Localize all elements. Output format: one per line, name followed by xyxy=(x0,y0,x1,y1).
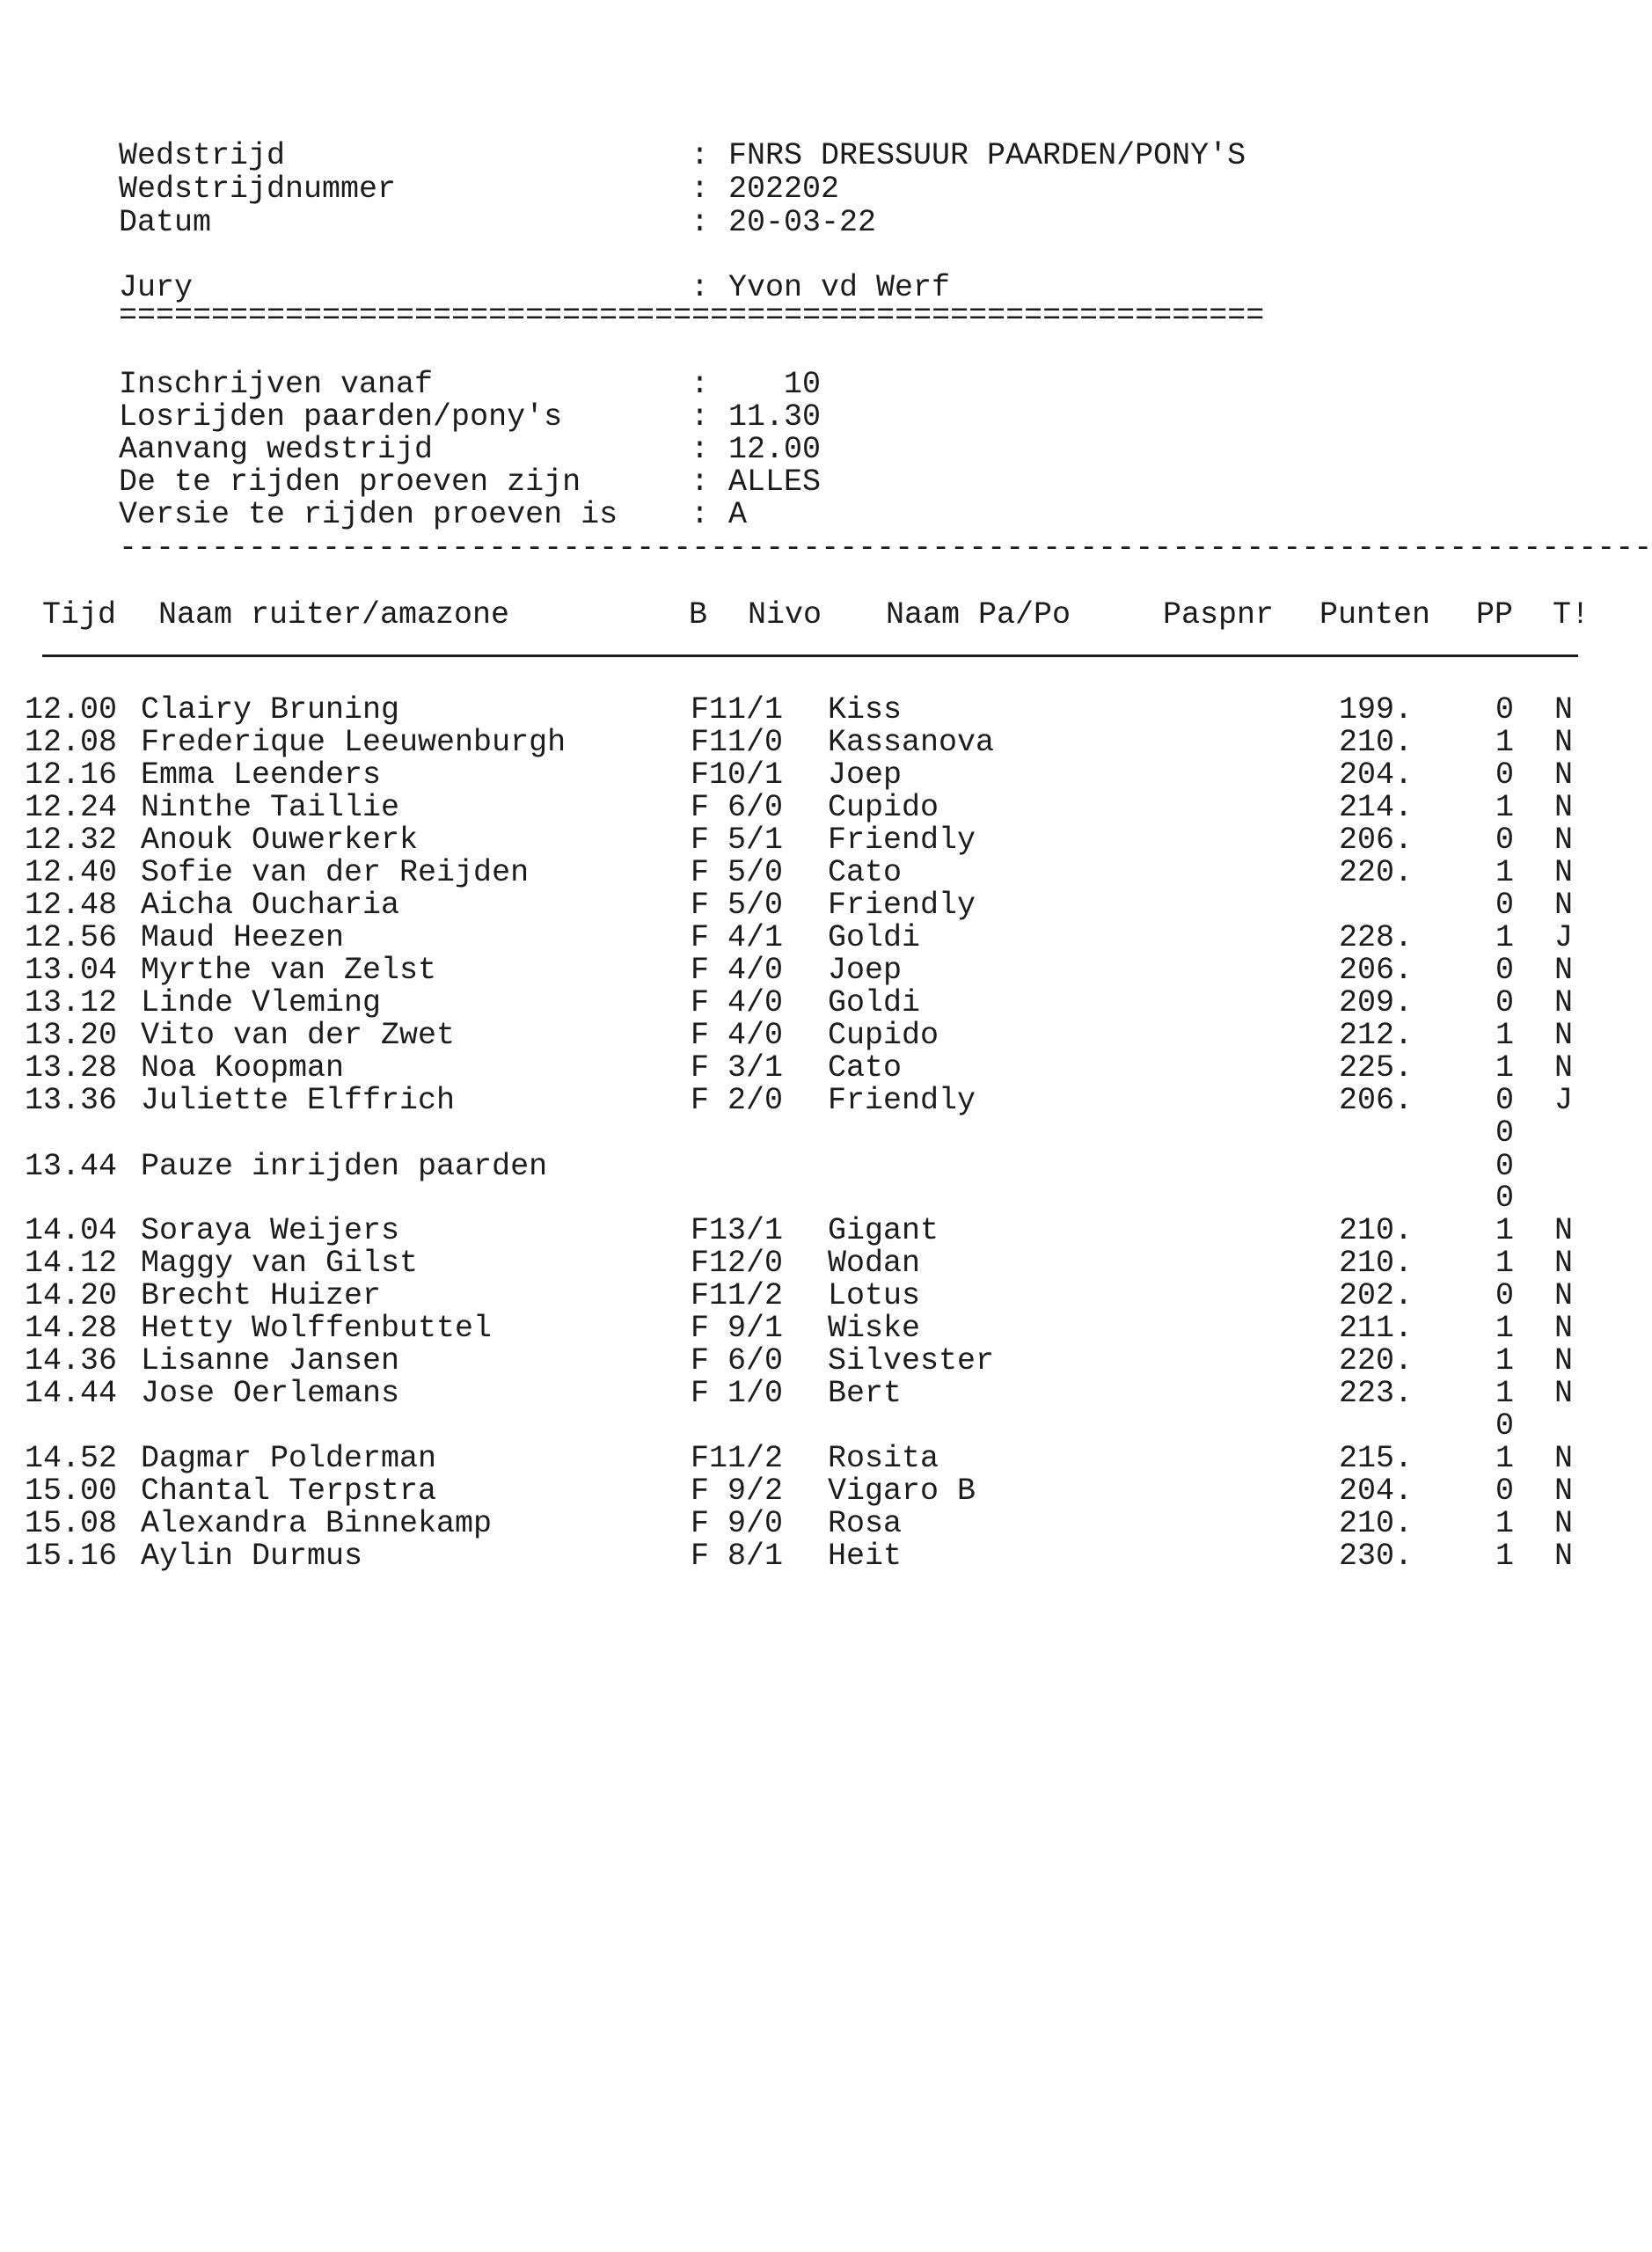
col-nivo: Nivo xyxy=(748,597,822,632)
cell-naam: Vito van der Zwet xyxy=(141,1018,456,1053)
cell-nivo: F11/2 xyxy=(691,1278,784,1313)
cell-nivo: F 9/1 xyxy=(691,1311,784,1346)
header-label: Jury xyxy=(119,270,194,305)
cell-naam: Frederique Leeuwenburgh xyxy=(141,725,567,760)
cell-tijd: 13.28 xyxy=(25,1050,118,1086)
col-punten: Punten xyxy=(1319,597,1431,632)
header-value: Yvon vd Werf xyxy=(728,270,951,305)
cell-tijd: 13.04 xyxy=(25,953,118,988)
cell-pp: 1 xyxy=(1495,1050,1515,1086)
col-naam: Naam ruiter/amazone xyxy=(158,597,510,632)
cell-nivo: F 5/0 xyxy=(691,855,784,890)
header-value: 202202 xyxy=(728,172,840,207)
cell-tijd: 15.00 xyxy=(25,1473,118,1509)
cell-punten: 206. xyxy=(1339,1083,1414,1118)
cell-t: N xyxy=(1554,725,1574,760)
cell-punten: 204. xyxy=(1339,757,1414,793)
cell-nivo: F 1/0 xyxy=(691,1376,784,1411)
cell-paard: Wiske xyxy=(828,1311,921,1346)
cell-t: N xyxy=(1554,1050,1574,1086)
cell-nivo: F11/2 xyxy=(691,1441,784,1476)
cell-naam: Anouk Ouwerkerk xyxy=(141,823,419,858)
info-colon: : xyxy=(691,464,710,500)
cell-naam: Emma Leenders xyxy=(141,757,382,793)
cell-naam: Hetty Wolffenbuttel xyxy=(141,1311,493,1346)
cell-nivo: F12/0 xyxy=(691,1246,784,1281)
cell-pp: 0 xyxy=(1495,985,1515,1020)
header-colon: : xyxy=(691,172,710,207)
info-colon: : xyxy=(691,432,710,467)
cell-paard: Joep xyxy=(828,757,903,793)
cell-nivo: F 4/0 xyxy=(691,985,784,1020)
cell-tijd: 14.52 xyxy=(25,1441,118,1476)
cell-naam: Pauze inrijden paarden xyxy=(141,1149,548,1184)
cell-t: N xyxy=(1554,692,1574,728)
cell-pp: 0 xyxy=(1495,1181,1515,1216)
info-label: Inschrijven vanaf xyxy=(119,367,434,402)
cell-paard: Bert xyxy=(828,1376,903,1411)
cell-naam: Linde Vleming xyxy=(141,985,382,1020)
cell-punten: 210. xyxy=(1339,725,1414,760)
header-value: 20-03-22 xyxy=(728,205,877,240)
cell-t: N xyxy=(1554,1441,1574,1476)
cell-paard: Cato xyxy=(828,1050,903,1086)
cell-tijd: 14.44 xyxy=(25,1376,118,1411)
cell-paard: Wodan xyxy=(828,1246,921,1281)
cell-punten: 214. xyxy=(1339,790,1414,825)
cell-naam: Soraya Weijers xyxy=(141,1213,400,1248)
cell-pp: 1 xyxy=(1495,1311,1515,1346)
cell-naam: Clairy Bruning xyxy=(141,692,400,728)
cell-naam: Lisanne Jansen xyxy=(141,1343,400,1378)
cell-tijd: 13.12 xyxy=(25,985,118,1020)
cell-tijd: 15.08 xyxy=(25,1506,118,1541)
cell-punten: 223. xyxy=(1339,1376,1414,1411)
cell-tijd: 12.56 xyxy=(25,920,118,955)
cell-paard: Kiss xyxy=(828,692,903,728)
cell-tijd: 12.08 xyxy=(25,725,118,760)
cell-nivo: F 5/0 xyxy=(691,888,784,923)
cell-paard: Kassanova xyxy=(828,725,995,760)
cell-t: N xyxy=(1554,1376,1574,1411)
cell-t: N xyxy=(1554,1278,1574,1313)
cell-tijd: 15.16 xyxy=(25,1539,118,1574)
cell-pp: 1 xyxy=(1495,855,1515,890)
cell-t: N xyxy=(1554,823,1574,858)
cell-punten: 225. xyxy=(1339,1050,1414,1086)
cell-pp: 1 xyxy=(1495,1018,1515,1053)
cell-pp: 1 xyxy=(1495,1376,1515,1411)
col-tijd: Tijd xyxy=(42,597,117,632)
cell-nivo: F 4/0 xyxy=(691,953,784,988)
cell-pp: 1 xyxy=(1495,1441,1515,1476)
cell-pp: 0 xyxy=(1495,1278,1515,1313)
cell-pp: 1 xyxy=(1495,1539,1515,1574)
cell-pp: 0 xyxy=(1495,823,1515,858)
cell-punten: 210. xyxy=(1339,1246,1414,1281)
cell-naam: Noa Koopman xyxy=(141,1050,345,1086)
cell-punten: 228. xyxy=(1339,920,1414,955)
info-label: De te rijden proeven zijn xyxy=(119,464,581,500)
cell-tijd: 13.36 xyxy=(25,1083,118,1118)
cell-paard: Goldi xyxy=(828,985,921,1020)
cell-nivo: F 3/1 xyxy=(691,1050,784,1086)
cell-naam: Ninthe Taillie xyxy=(141,790,400,825)
cell-nivo: F 2/0 xyxy=(691,1083,784,1118)
cell-tijd: 12.48 xyxy=(25,888,118,923)
cell-pp: 1 xyxy=(1495,1343,1515,1378)
info-value: ALLES xyxy=(728,464,822,500)
cell-naam: Dagmar Polderman xyxy=(141,1441,437,1476)
cell-tijd: 14.12 xyxy=(25,1246,118,1281)
cell-t: N xyxy=(1554,1506,1574,1541)
cell-naam: Aylin Durmus xyxy=(141,1539,363,1574)
header-value: FNRS DRESSUUR PAARDEN/PONY'S xyxy=(728,138,1246,173)
cell-nivo: F 9/0 xyxy=(691,1506,784,1541)
cell-pp: 0 xyxy=(1495,757,1515,793)
cell-paard: Goldi xyxy=(828,920,921,955)
header-colon: : xyxy=(691,138,710,173)
cell-punten: 210. xyxy=(1339,1213,1414,1248)
info-value: A xyxy=(728,497,748,532)
cell-punten: 212. xyxy=(1339,1018,1414,1053)
cell-t: N xyxy=(1554,855,1574,890)
cell-t: N xyxy=(1554,1343,1574,1378)
info-colon: : xyxy=(691,367,710,402)
cell-t: N xyxy=(1554,1018,1574,1053)
cell-pp: 0 xyxy=(1495,1473,1515,1509)
col-pp: PP xyxy=(1476,597,1514,632)
cell-punten: 206. xyxy=(1339,823,1414,858)
cell-paard: Cato xyxy=(828,855,903,890)
cell-pp: 1 xyxy=(1495,1506,1515,1541)
header-label: Wedstrijdnummer xyxy=(119,172,397,207)
header-label: Datum xyxy=(119,205,212,240)
cell-t: N xyxy=(1554,985,1574,1020)
cell-tijd: 12.32 xyxy=(25,823,118,858)
cell-pp: 1 xyxy=(1495,920,1515,955)
info-colon: : xyxy=(691,399,710,435)
cell-tijd: 12.40 xyxy=(25,855,118,890)
cell-t: J xyxy=(1554,1083,1574,1118)
header-colon: : xyxy=(691,205,710,240)
cell-paard: Vigaro B xyxy=(828,1473,976,1509)
cell-punten: 202. xyxy=(1339,1278,1414,1313)
cell-tijd: 13.20 xyxy=(25,1018,118,1053)
cell-naam: Juliette Elffrich xyxy=(141,1083,456,1118)
cell-paard: Gigant xyxy=(828,1213,939,1248)
cell-tijd: 13.44 xyxy=(25,1149,118,1184)
cell-nivo: F 9/2 xyxy=(691,1473,784,1509)
cell-paard: Lotus xyxy=(828,1278,921,1313)
cell-nivo: F13/1 xyxy=(691,1213,784,1248)
cell-pp: 0 xyxy=(1495,1149,1515,1184)
cell-nivo: F11/0 xyxy=(691,725,784,760)
cell-naam: Myrthe van Zelst xyxy=(141,953,437,988)
cell-punten: 199. xyxy=(1339,692,1414,728)
cell-naam: Alexandra Binnekamp xyxy=(141,1506,493,1541)
cell-pp: 0 xyxy=(1495,953,1515,988)
cell-pp: 0 xyxy=(1495,692,1515,728)
cell-t: N xyxy=(1554,1311,1574,1346)
cell-t: N xyxy=(1554,953,1574,988)
cell-naam: Sofie van der Reijden xyxy=(141,855,530,890)
cell-naam: Brecht Huizer xyxy=(141,1278,382,1313)
cell-paard: Joep xyxy=(828,953,903,988)
cell-nivo: F10/1 xyxy=(691,757,784,793)
cell-t: N xyxy=(1554,790,1574,825)
cell-punten: 204. xyxy=(1339,1473,1414,1509)
cell-paard: Friendly xyxy=(828,1083,976,1118)
cell-t: J xyxy=(1554,920,1574,955)
cell-punten: 220. xyxy=(1339,1343,1414,1378)
cell-naam: Chantal Terpstra xyxy=(141,1473,437,1509)
cell-punten: 230. xyxy=(1339,1539,1414,1574)
col-paard: Naam Pa/Po xyxy=(886,597,1071,632)
cell-nivo: F 6/0 xyxy=(691,790,784,825)
cell-tijd: 14.04 xyxy=(25,1213,118,1248)
cell-tijd: 12.16 xyxy=(25,757,118,793)
cell-t: N xyxy=(1554,888,1574,923)
cell-nivo: F 4/0 xyxy=(691,1018,784,1053)
double-rule: ============================================================== xyxy=(119,298,1265,333)
cell-t: N xyxy=(1554,1539,1574,1574)
dash-rule: ----------------------------------------------------------------------------------- xyxy=(119,530,1652,566)
info-label: Losrijden paarden/pony's xyxy=(119,399,563,435)
cell-pp: 1 xyxy=(1495,725,1515,760)
info-label: Versie te rijden proeven is xyxy=(119,497,618,532)
cell-t: N xyxy=(1554,1473,1574,1509)
col-paspnr: Paspnr xyxy=(1163,597,1275,632)
cell-punten: 215. xyxy=(1339,1441,1414,1476)
cell-pp: 1 xyxy=(1495,1246,1515,1281)
cell-punten: 209. xyxy=(1339,985,1414,1020)
info-value: 12.00 xyxy=(728,432,822,467)
cell-tijd: 12.00 xyxy=(25,692,118,728)
header-colon: : xyxy=(691,270,710,305)
cell-tijd: 12.24 xyxy=(25,790,118,825)
cell-punten: 210. xyxy=(1339,1506,1414,1541)
cell-nivo: F11/1 xyxy=(691,692,784,728)
cell-punten: 220. xyxy=(1339,855,1414,890)
cell-tijd: 14.28 xyxy=(25,1311,118,1346)
header-label: Wedstrijd xyxy=(119,138,286,173)
cell-pp: 0 xyxy=(1495,888,1515,923)
cell-punten: 206. xyxy=(1339,953,1414,988)
cell-pp: 0 xyxy=(1495,1115,1515,1151)
info-colon: : xyxy=(691,497,710,532)
cell-tijd: 14.20 xyxy=(25,1278,118,1313)
cell-t: N xyxy=(1554,757,1574,793)
cell-pp: 1 xyxy=(1495,1213,1515,1248)
cell-tijd: 14.36 xyxy=(25,1343,118,1378)
cell-paard: Friendly xyxy=(828,888,976,923)
col-t: T! xyxy=(1553,597,1590,632)
cell-paard: Rosa xyxy=(828,1506,903,1541)
cell-pp: 0 xyxy=(1495,1083,1515,1118)
cell-naam: Aicha Oucharia xyxy=(141,888,400,923)
info-value: 10 xyxy=(728,367,822,402)
cell-t: N xyxy=(1554,1213,1574,1248)
info-value: 11.30 xyxy=(728,399,822,435)
cell-paard: Rosita xyxy=(828,1441,939,1476)
cell-t: N xyxy=(1554,1246,1574,1281)
info-label: Aanvang wedstrijd xyxy=(119,432,434,467)
cell-paard: Cupido xyxy=(828,790,939,825)
cell-naam: Maggy van Gilst xyxy=(141,1246,419,1281)
cell-paard: Heit xyxy=(828,1539,903,1574)
header-underline xyxy=(42,654,1578,657)
cell-pp: 0 xyxy=(1495,1408,1515,1444)
cell-pp: 1 xyxy=(1495,790,1515,825)
cell-naam: Jose Oerlemans xyxy=(141,1376,400,1411)
cell-nivo: F 5/1 xyxy=(691,823,784,858)
col-b: B xyxy=(689,597,708,632)
cell-punten: 211. xyxy=(1339,1311,1414,1346)
cell-paard: Cupido xyxy=(828,1018,939,1053)
cell-nivo: F 8/1 xyxy=(691,1539,784,1574)
cell-nivo: F 6/0 xyxy=(691,1343,784,1378)
cell-paard: Friendly xyxy=(828,823,976,858)
cell-paard: Silvester xyxy=(828,1343,995,1378)
cell-nivo: F 4/1 xyxy=(691,920,784,955)
cell-naam: Maud Heezen xyxy=(141,920,345,955)
